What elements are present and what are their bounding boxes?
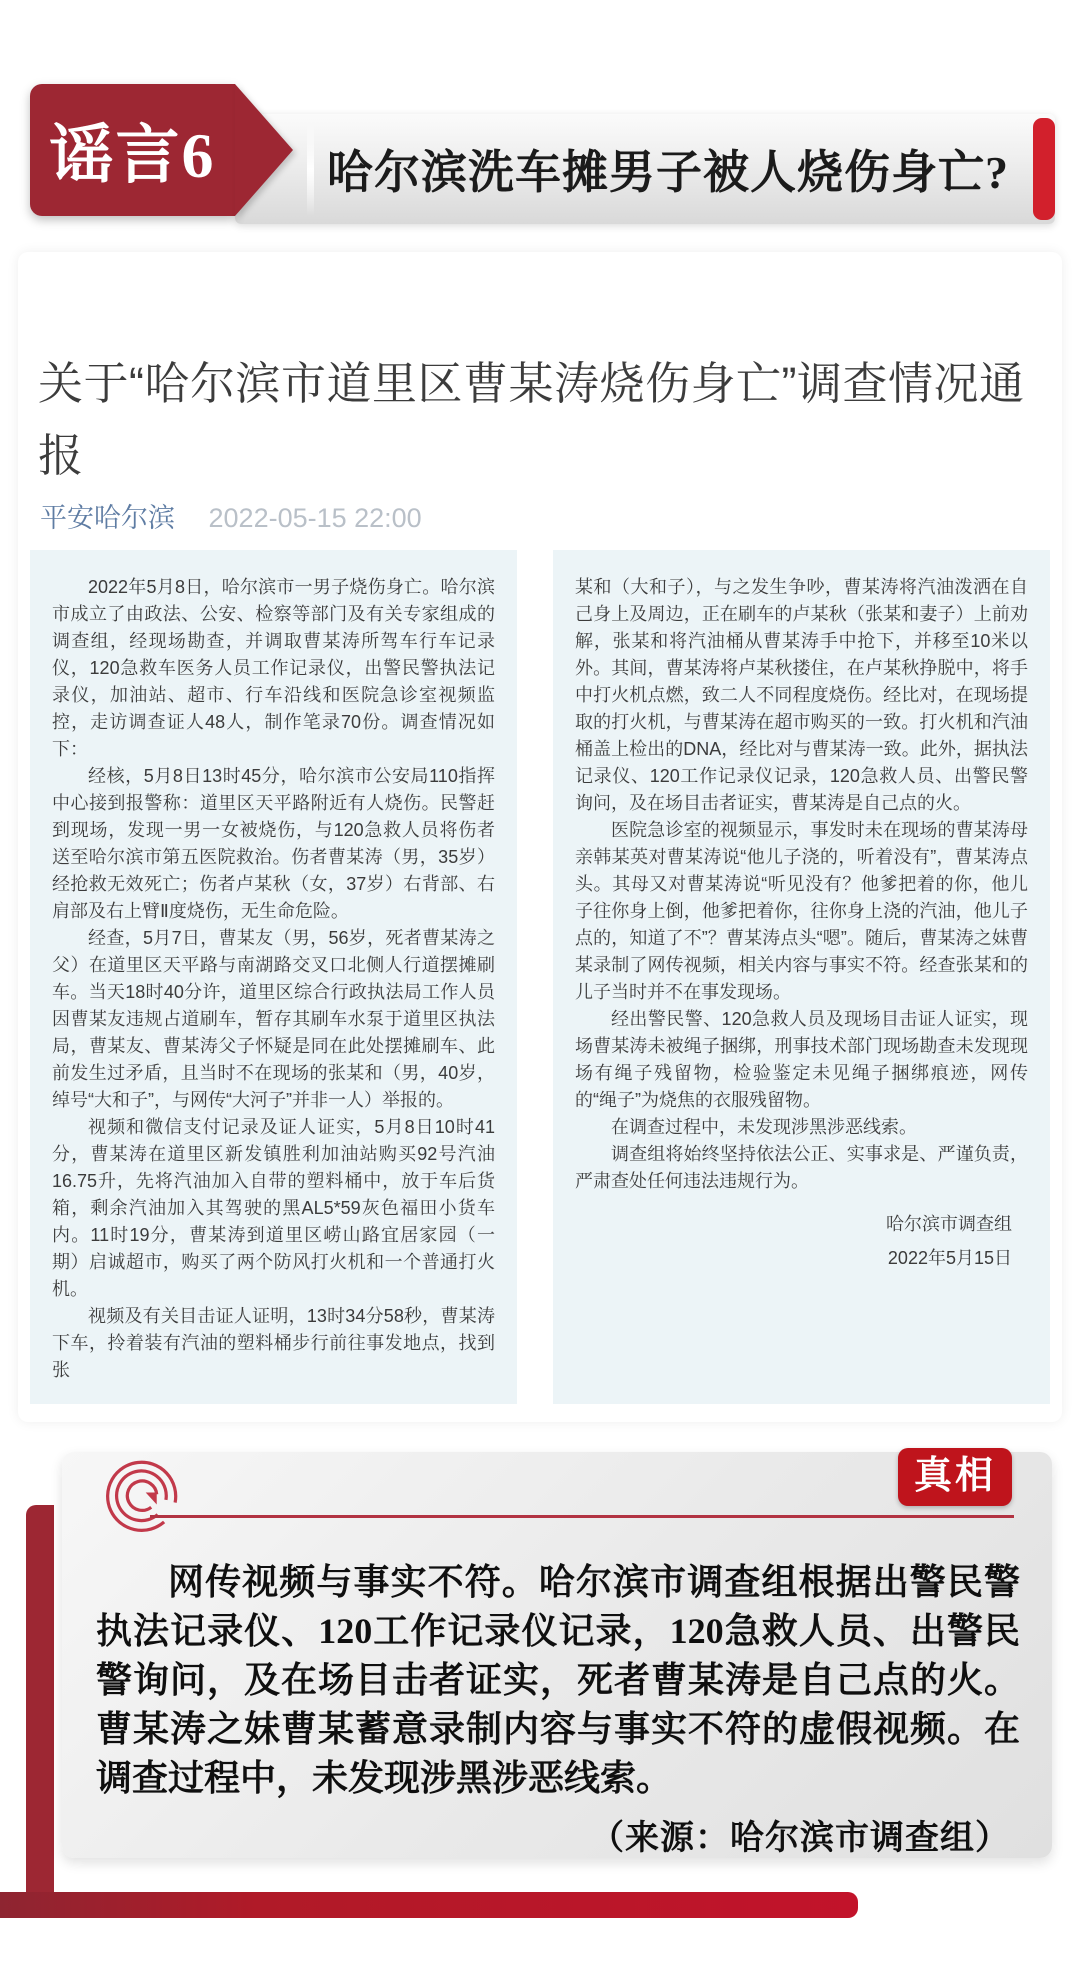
arrow-right-icon xyxy=(235,84,293,216)
article-title: 关于“哈尔滨市道里区曹某涛烧伤身亡”调查情况通报 xyxy=(38,358,1025,481)
rumor-banner xyxy=(235,114,1055,224)
rumor-title: 哈尔滨洗车摊男子被人烧伤身亡? xyxy=(327,147,1009,198)
banner-right-accent-bar xyxy=(1033,118,1055,220)
bottom-accent-bar xyxy=(0,1892,858,1918)
publish-time: 2022-05-15 22:00 xyxy=(208,503,422,533)
truth-body: 网传视频与事实不符。哈尔滨市调查组根据出警民警执法记录仪、120工作记录仪记录，120急救人员、出警民警询问，及在场目击者证实，死者曹某涛是自己点的火。曹某涛之妹曹某蓄意录制内容与事实不符的虚假视频。在调查过程中，未发现涉黑涉恶线索。 xyxy=(96,1562,1020,1798)
signature-date: 2022年5月15日 xyxy=(887,1248,1012,1268)
rumor-number-box xyxy=(30,84,235,216)
truth-card xyxy=(62,1452,1052,1858)
account-name-link[interactable]: 平安哈尔滨 xyxy=(40,503,175,533)
divider-line xyxy=(150,1515,1014,1518)
paragraph: 经出警民警、120急救人员及现场目击证人证实，现场曹某涛未被绳子捆绑，刑事技术部门现场勘查未发现现场有绳子残留物，检验鉴定未见绳子捆绑痕迹，网传的“绳子”为烧焦的衣服残留物。 xyxy=(575,1009,1028,1110)
article-column-right xyxy=(553,550,1050,1404)
signature xyxy=(575,1207,1028,1275)
paragraph: 经查，5月7日，曹某友（男，56岁，死者曹某涛之父）在道里区天平路与南湖路交叉口北侧人行道摆摊刷车。当天18时40分许，道里区综合行政执法局工作人员因曹某友违规占道刷车，暂存其刷车水泵于道里区执法局，曹某友、曹某涛父子怀疑是同在此处摆摊刷车、此前发生过矛盾，且当时不在现场的张某和（男，40岁，绰号“大和子”，与网传“大河子”并非一人）举报的。 xyxy=(52,928,495,1110)
paragraph: 视频及有关目击证人证明，13时34分58秒，曹某涛下车，拎着装有汽油的塑料桶步行前往事发地点，找到张 xyxy=(52,1306,495,1380)
truth-badge: 真相 xyxy=(898,1448,1012,1506)
paragraph: 医院急诊室的视频显示，事发时未在现场的曹某涛母亲韩某英对曹某涛说“他儿子浇的，听着没有”，曹某涛点头。其母又对曹某涛说“听见没有？他爹把着的你，他儿子往你身上倒，他爹把着你，往你身上浇的汽油，他儿子点的，知道了不”？曹某涛点头“嗯”。随后，曹某涛之妹曹某录制了网传视频，相关内容与事实不符。经查张某和的儿子当时并不在事发现场。 xyxy=(575,820,1028,1002)
truth-section xyxy=(0,1440,1080,1984)
byline xyxy=(40,496,422,535)
paragraph: 2022年5月8日，哈尔滨市一男子烧伤身亡。哈尔滨市成立了由政法、公安、检察等部门及有关专家组成的调查组，经现场勘查，并调取曹某涛所驾车行车记录仪，120急救车医务人员工作记录仪，出警民警执法记录仪，加油站、超市、行车沿线和医院急诊室视频监控，走访调查证人48人，制作笔录70份。调查情况如下： xyxy=(52,577,495,759)
paragraph: 经核，5月8日13时45分，哈尔滨市公安局110指挥中心接到报警称：道里区天平路附近有人烧伤。民警赶到现场，发现一男一女被烧伤，与120急救人员将伤者送至哈尔滨市第五医院救治。伤者曹某涛（男，35岁）经抢救无效死亡；伤者卢某秋（女，37岁）右背部、右肩部及右上臂Ⅱ度烧伤，无生命危险。 xyxy=(52,766,495,921)
article-column-left xyxy=(30,550,517,1404)
paragraph: 某和（大和子），与之发生争吵，曹某涛将汽油泼洒在自己身上及周边，正在刷车的卢某秋（张某和妻子）上前劝解，张某和将汽油桶从曹某涛手中抢下，并移至10米以外。其间，曹某涛将卢某秋搂住，在卢某秋挣脱中，将手中打火机点燃，致二人不同程度烧伤。经比对，在现场提取的打火机，与曹某涛在超市购买的一致。打火机和汽油桶盖上检出的DNA，经比对与曹某涛一致。此外，据执法记录仪、120工作记录仪记录，120急救人员、出警民警询问，及在场目击者证实，曹某涛是自己点的火。 xyxy=(575,577,1028,813)
signature-org: 哈尔滨市调查组 xyxy=(886,1214,1012,1234)
left-accent-bar xyxy=(26,1505,54,1918)
paragraph: 视频和微信支付记录及证人证实，5月8日10时41分，曹某涛在道里区新发镇胜利加油站购买92号汽油16.75升，先将汽油加入自带的塑料桶中，放于车后货箱，剩余汽油加入其驾驶的黑AL5*59灰色福田小货车内。11时19分，曹某涛到道里区崂山路宜居家园（一期）启诚超市，购买了两个防风打火机和一个普通打火机。 xyxy=(52,1117,495,1299)
rumor-number-tag xyxy=(30,84,330,216)
article-card xyxy=(18,252,1062,1422)
paragraph: 在调查过程中，未发现涉黑涉恶线索。 xyxy=(611,1117,917,1137)
article-columns xyxy=(30,550,1050,1404)
rumor-number-label: 谣言6 xyxy=(49,120,216,191)
truth-source: （来源：哈尔滨市调查组） xyxy=(590,1820,1010,1857)
spiral-logo-icon xyxy=(96,1452,188,1544)
paragraph: 调查组将始终坚持依法公正、实事求是、严谨负责，严肃查处任何违法违规行为。 xyxy=(575,1144,1028,1191)
